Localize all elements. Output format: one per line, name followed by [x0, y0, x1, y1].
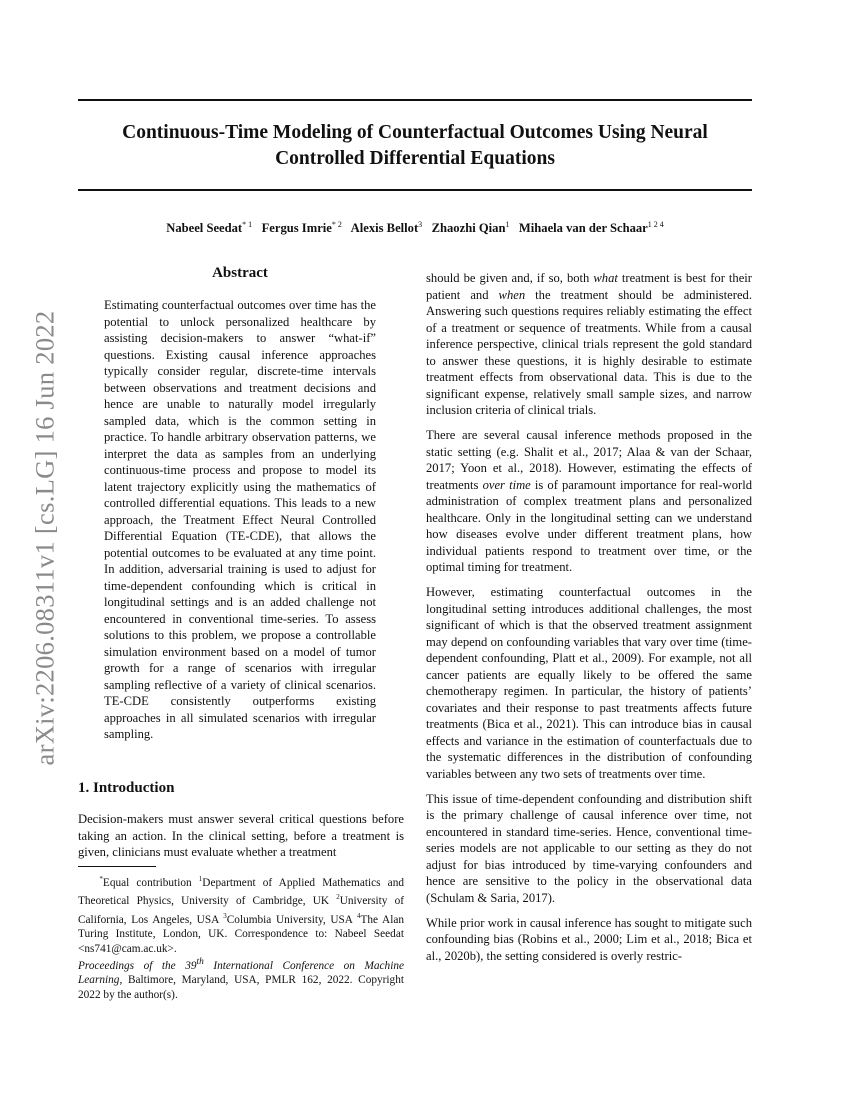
proceedings-prefix: Proceedings of the 39	[78, 959, 197, 972]
body-paragraph: However, estimating counterfactual outcomes in the longitudinal setting introduces additional challenges, the most significant of which is that the observed treatment assignment may depend on confounding variables that vary over time (time-dependent confounding, Platt et al., 2009). For example, not all cancer patients are equally likely to be offered the same chemotherapy regimen. In particular, the history of patients’ covariates and their response to past treatments affects future treatments (Bica et al., 2021). This can introduce bias in causal effects and variance in the estimation of counterfactuals due to the systematic differences in the distribution of confounding variables between any two sets of treatments over time.	[426, 585, 752, 781]
title-line-1: Continuous-Time Modeling of Counterfactual Outcomes Using Neural	[122, 122, 708, 143]
abstract-heading: Abstract	[212, 265, 268, 281]
proceedings-conference: International Conference on Machine Learning	[78, 959, 404, 987]
author-name: Mihaela van der Schaar	[518, 221, 648, 236]
author-affiliation: 1 2 4	[647, 220, 664, 229]
footnote-affiliation-3: Columbia University, USA	[226, 913, 357, 926]
introduction-paragraph: Decision-makers must answer several critical questions before taking an action. In the clinical setting, before a treatment is given, clinicians must evaluate whether a treatment	[78, 812, 404, 859]
right-column	[426, 270, 752, 973]
author-affiliation: 1	[505, 220, 510, 229]
proceedings-ordinal: th	[196, 957, 204, 967]
body-paragraph: should be given and, if so, both what treatment is best for their patient and when the treatment should be administered. Answering such questions requires reliably estimating the effect of a treatment or sequence of treatments. While from a causal inference perspective, clinical trials represent the gold standard to answer these questions, it is highly desirable to estimate treatment effects from observational data. This is due to the significant expense, relatively small sample sizes, and narrow inclusion criteria of clinical trials.	[426, 271, 752, 417]
footnote-affiliation-1: Department of Applied Mathematics and Theoretical Physics, University of Cambridge, UK	[78, 876, 404, 908]
author-name: Alexis Bellot	[350, 221, 419, 236]
author-name: Zhaozhi Qian	[431, 221, 506, 236]
top-rule	[78, 99, 752, 101]
footnote-rule	[78, 866, 156, 867]
body-paragraph: There are several causal inference methods proposed in the static setting (e.g. Shalit et al., 2017; Alaa & van der Schaar, 2017; Yoon et al., 2018). However, estimating the effects of treatments over time is of paramount importance for real-world administration of complex treatment plans and personalized healthcare. Only in the longitudinal setting can we understand how diseases evolve under different treatment plans, how individual patients respond to treatment over time, or the optimal timing for treatment.	[426, 428, 752, 574]
section-heading-introduction: 1. Introduction	[78, 780, 175, 796]
author-affiliation: * 2	[331, 220, 342, 229]
proceedings-suffix: , Baltimore, Maryland, USA, PMLR 162, 2022. Copyright 2022 by the author(s).	[78, 974, 404, 1001]
author-affiliation: * 1	[242, 220, 253, 229]
title-bottom-rule	[78, 189, 752, 191]
author-affiliation: 3	[418, 220, 423, 229]
footnote-equal-contribution: Equal contribution	[102, 876, 199, 889]
paper-title	[78, 120, 752, 172]
author-name: Nabeel Seedat	[166, 221, 243, 236]
proceedings-note	[78, 955, 404, 1003]
title-line-2: Controlled Differential Equations	[275, 148, 555, 169]
arxiv-identifier-stamp: arXiv:2206.08311v1 [cs.LG] 16 Jun 2022	[29, 310, 60, 766]
abstract-text: Estimating counterfactual outcomes over time has the potential to unlock personalized healthcare by assisting decision-makers to answer “what-if” questions. Existing causal inference approaches typically consider regular, discrete-time intervals between observations and treatment decisions and hence are unable to naturally model irregularly sampled data, which is the common setting in practice. To handle arbitrary observation patterns, we interpret the data as samples from an underlying continuous-time process and propose to model its latent trajectory explicitly using the mathematics of controlled differential equations. This leads to a new approach, the Treatment Effect Neural Controlled Differential Equation (TE-CDE), that allows the potential outcomes to be evaluated at any time point. In addition, adversarial training is used to adjust for time-dependent confounding which is critical in longitudinal settings and is an added challenge not encountered in conventional time-series. To assess solutions to this problem, we propose a controllable simulation environment based on a model of tumor growth for a range of scenarios with irregular sampling reflective of a variety of clinical scenarios. TE-CDE consistently outperforms existing approaches in all simulated scenarios with irregular sampling.	[104, 298, 376, 741]
body-paragraph: While prior work in causal inference has sought to mitigate such confounding bias (Robins et al., 2000; Lim et al., 2018; Bica et al., 2020b), the setting considered is overly restric-	[426, 915, 752, 963]
footnote-affiliation-2: University of California, Los Angeles, USA	[78, 895, 404, 926]
author-list	[78, 220, 752, 236]
footnote-affiliation-4: The Alan Turing Institute, London, UK. Correspondence to: Nabeel Seedat <ns741@cam.ac.uk>.	[78, 913, 404, 955]
affiliations-footnote: *Equal contribution $^1$Department of Applied Mathematics and Theoretical Physics, University of Cambridge, UK $^2$University of California, Los Angeles, USA $^3$Columbia University, USA $^4$The Alan Turing Institute, London, UK. Correspondence to: Nabeel Seedat <ns741@cam.ac.uk>.	[78, 875, 404, 955]
body-paragraph: This issue of time-dependent confounding and distribution shift is the primary challenge of causal inference over time, not encountered in standard time-series. Hence, conventional time-series models are not applicable to our setting as they do not adjust for bias introduced by time-varying confounders and hence are sensitive to the policy in the observational data (Schulam & Saria, 2017).	[426, 791, 752, 905]
author-name: Fergus Imrie	[261, 221, 332, 236]
